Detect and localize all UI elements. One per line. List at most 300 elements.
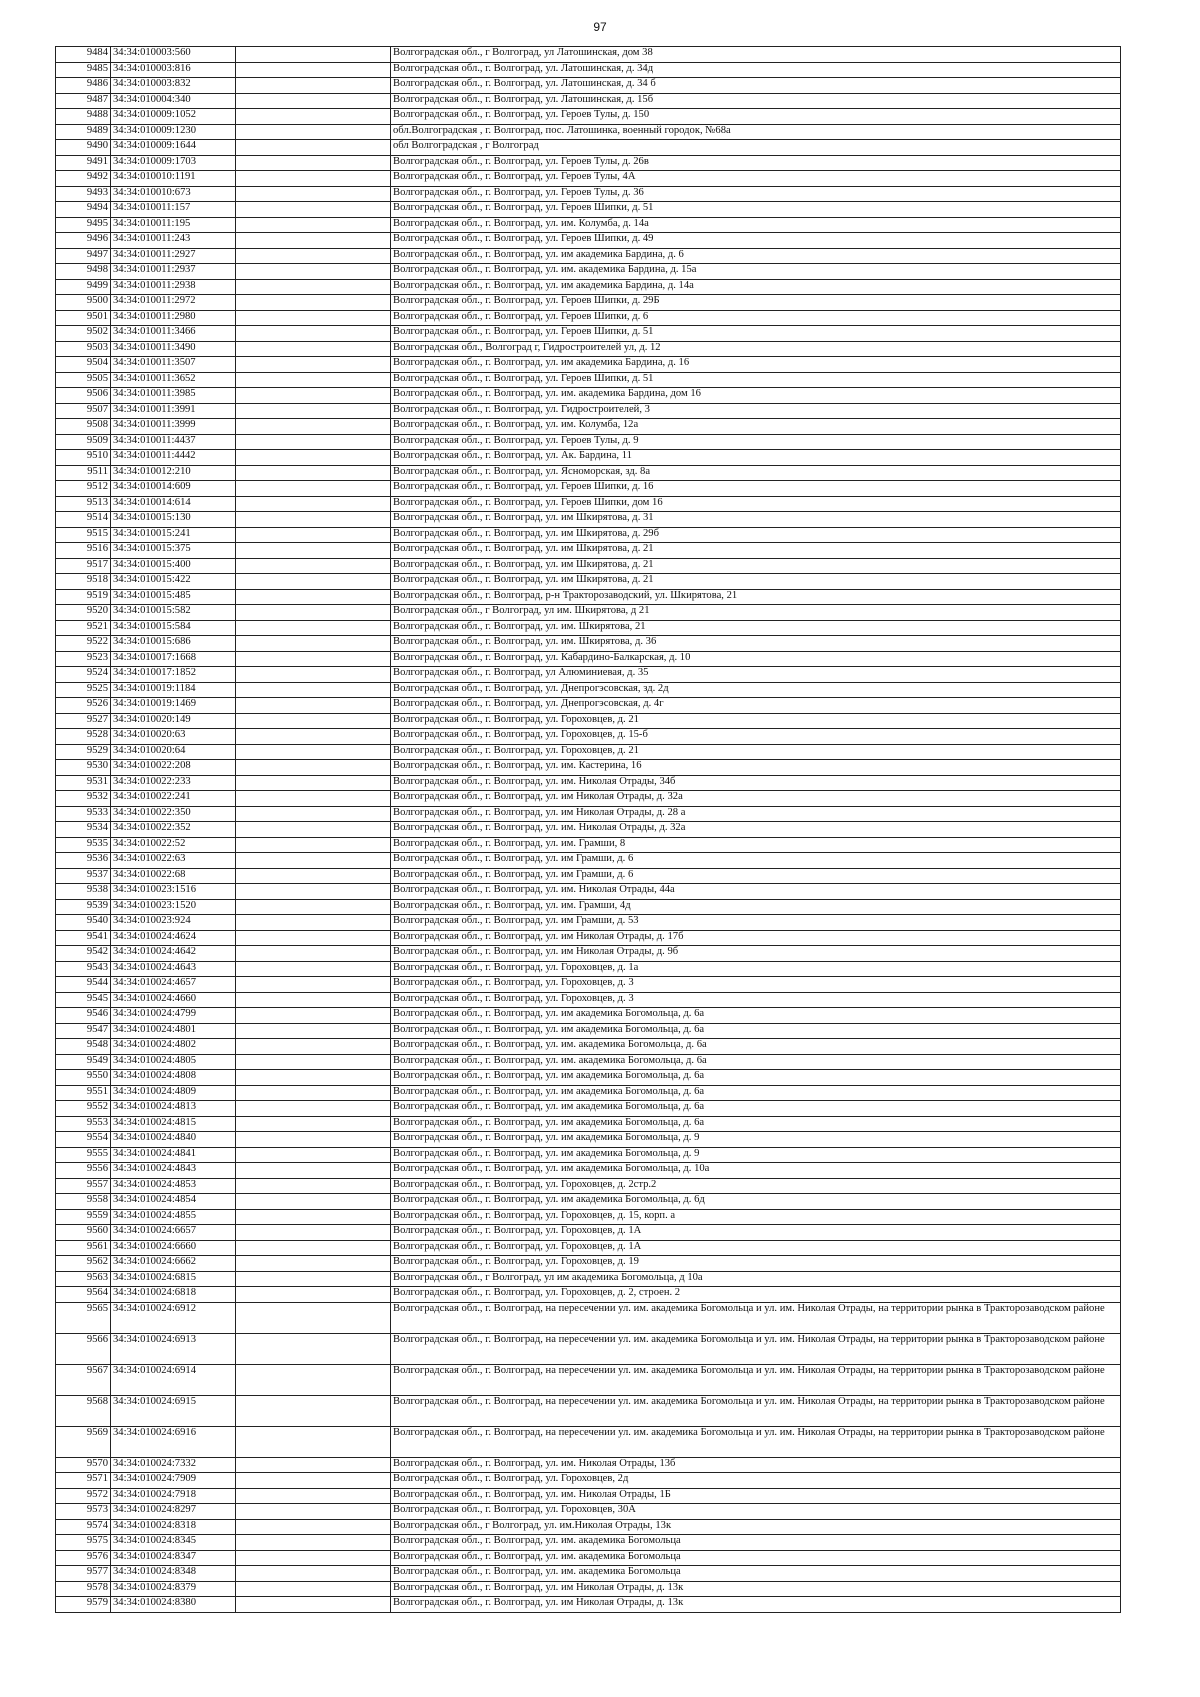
row-number-cell: 9563 <box>56 1271 111 1287</box>
empty-cell <box>236 1566 391 1582</box>
empty-cell <box>236 744 391 760</box>
empty-cell <box>236 512 391 528</box>
cadastral-number-cell: 34:34:010011:3991 <box>111 403 236 419</box>
row-number-cell: 9507 <box>56 403 111 419</box>
empty-cell <box>236 341 391 357</box>
row-number-cell: 9496 <box>56 233 111 249</box>
empty-cell <box>236 1054 391 1070</box>
row-number-cell: 9541 <box>56 930 111 946</box>
table-row <box>56 279 1121 295</box>
address-cell: Волгоградская обл., г. Волгоград, ул. Гороховцев, д. 3 <box>391 977 1121 993</box>
address-cell: Волгоградская обл., г. Волгоград, ул. Ак. Бардина, 11 <box>391 450 1121 466</box>
cadastral-number-cell: 34:34:010011:2927 <box>111 248 236 264</box>
empty-cell <box>236 1209 391 1225</box>
table-row <box>56 543 1121 559</box>
row-number-cell: 9506 <box>56 388 111 404</box>
address-cell: Волгоградская обл., г. Волгоград, ул. им Николая Отрады, д. 13к <box>391 1597 1121 1613</box>
cadastral-number-cell: 34:34:010010:673 <box>111 186 236 202</box>
cadastral-number-cell: 34:34:010015:130 <box>111 512 236 528</box>
empty-cell <box>236 434 391 450</box>
empty-cell <box>236 1132 391 1148</box>
cadastral-number-cell: 34:34:010015:400 <box>111 558 236 574</box>
address-cell: Волгоградская обл., г. Волгоград, ул. им академика Богомольца, д. 6а <box>391 1116 1121 1132</box>
table-row <box>56 651 1121 667</box>
address-cell: Волгоградская обл., г. Волгоград, ул. Гороховцев, д. 1А <box>391 1240 1121 1256</box>
row-number-cell: 9552 <box>56 1101 111 1117</box>
table-row <box>56 388 1121 404</box>
row-number-cell: 9555 <box>56 1147 111 1163</box>
table-row <box>56 992 1121 1008</box>
cadastral-number-cell: 34:34:010024:6815 <box>111 1271 236 1287</box>
table-row <box>56 1504 1121 1520</box>
empty-cell <box>236 1039 391 1055</box>
address-cell: обл.Волгоградская , г. Волгоград, пос. Латошинка, военный городок, №68а <box>391 124 1121 140</box>
cadastral-number-cell: 34:34:010024:4808 <box>111 1070 236 1086</box>
address-cell: Волгоградская обл., г. Волгоград, ул. им Николая Отрады, д. 17б <box>391 930 1121 946</box>
row-number-cell: 9517 <box>56 558 111 574</box>
table-row <box>56 682 1121 698</box>
table-row <box>56 450 1121 466</box>
cadastral-number-cell: 34:34:010024:8380 <box>111 1597 236 1613</box>
empty-cell <box>236 1085 391 1101</box>
row-number-cell: 9557 <box>56 1178 111 1194</box>
cadastral-number-cell: 34:34:010020:63 <box>111 729 236 745</box>
empty-cell <box>236 1147 391 1163</box>
row-number-cell: 9573 <box>56 1504 111 1520</box>
empty-cell <box>236 217 391 233</box>
table-row <box>56 1287 1121 1303</box>
empty-cell <box>236 1550 391 1566</box>
empty-cell <box>236 1535 391 1551</box>
table-row <box>56 357 1121 373</box>
address-cell: Волгоградская обл., г. Волгоград, ул. им. Николая Отрады, д. 32а <box>391 822 1121 838</box>
cadastral-number-cell: 34:34:010024:4853 <box>111 1178 236 1194</box>
table-row <box>56 264 1121 280</box>
address-cell: Волгоградская обл., г Волгоград, ул Латошинская, дом 38 <box>391 47 1121 63</box>
table-row <box>56 1566 1121 1582</box>
empty-cell <box>236 372 391 388</box>
table-row <box>56 310 1121 326</box>
table-row <box>56 481 1121 497</box>
table-row <box>56 512 1121 528</box>
address-cell: Волгоградская обл., г. Волгоград, ул. Гороховцев, д. 15, корп. а <box>391 1209 1121 1225</box>
cadastral-number-cell: 34:34:010011:2980 <box>111 310 236 326</box>
cadastral-number-cell: 34:34:010024:6916 <box>111 1426 236 1457</box>
cadastral-number-cell: 34:34:010004:340 <box>111 93 236 109</box>
address-cell: Волгоградская обл., г. Волгоград, ул. Героев Тулы, д. 9 <box>391 434 1121 450</box>
address-cell: Волгоградская обл., г. Волгоград, ул. Гороховцев, 2д <box>391 1473 1121 1489</box>
table-row <box>56 806 1121 822</box>
row-number-cell: 9579 <box>56 1597 111 1613</box>
address-cell: Волгоградская обл., г. Волгоград, ул. им. Колумба, д. 14а <box>391 217 1121 233</box>
table-row <box>56 1302 1121 1333</box>
address-cell: Волгоградская обл., г. Волгоград, ул. им. Грамши, 4д <box>391 899 1121 915</box>
empty-cell <box>236 1519 391 1535</box>
cadastral-number-cell: 34:34:010024:8297 <box>111 1504 236 1520</box>
address-cell: Волгоградская обл., г. Волгоград, ул. им академика Бардина, д. 16 <box>391 357 1121 373</box>
row-number-cell: 9504 <box>56 357 111 373</box>
table-row <box>56 775 1121 791</box>
empty-cell <box>236 1163 391 1179</box>
table-row <box>56 1488 1121 1504</box>
row-number-cell: 9567 <box>56 1364 111 1395</box>
address-cell: Волгоградская обл., г. Волгоград, ул. им Грамши, д. 6 <box>391 868 1121 884</box>
address-cell: Волгоградская обл., г. Волгоград, ул. Гороховцев, д. 2, строен. 2 <box>391 1287 1121 1303</box>
empty-cell <box>236 1101 391 1117</box>
cadastral-number-cell: 34:34:010024:4854 <box>111 1194 236 1210</box>
row-number-cell: 9495 <box>56 217 111 233</box>
cadastral-number-cell: 34:34:010003:560 <box>111 47 236 63</box>
cadastral-number-cell: 34:34:010011:3652 <box>111 372 236 388</box>
table-row <box>56 248 1121 264</box>
address-cell: Волгоградская обл., г. Волгоград, ул. им Николая Отрады, д. 32а <box>391 791 1121 807</box>
address-cell: Волгоградская обл., г. Волгоград, ул. Гороховцев, д. 21 <box>391 744 1121 760</box>
table-row <box>56 78 1121 94</box>
table-row <box>56 1519 1121 1535</box>
empty-cell <box>236 248 391 264</box>
row-number-cell: 9524 <box>56 667 111 683</box>
cadastral-number-cell: 34:34:010024:6662 <box>111 1256 236 1272</box>
row-number-cell: 9546 <box>56 1008 111 1024</box>
table-row <box>56 295 1121 311</box>
cadastral-number-cell: 34:34:010023:1516 <box>111 884 236 900</box>
cadastral-number-cell: 34:34:010024:4799 <box>111 1008 236 1024</box>
row-number-cell: 9500 <box>56 295 111 311</box>
table-row <box>56 1039 1121 1055</box>
empty-cell <box>236 992 391 1008</box>
cadastral-number-cell: 34:34:010019:1469 <box>111 698 236 714</box>
cadastral-number-cell: 34:34:010015:582 <box>111 605 236 621</box>
address-cell: Волгоградская обл., г. Волгоград, на пересечении ул. им. академика Богомольца и ул. им. Николая Отрады, на территории рынка в Тракторозаводском районе <box>391 1426 1121 1457</box>
address-cell: Волгоградская обл., г. Волгоград, ул. Гороховцев, д. 3 <box>391 992 1121 1008</box>
empty-cell <box>236 853 391 869</box>
table-row <box>56 372 1121 388</box>
page-number: 97 <box>593 20 607 34</box>
row-number-cell: 9550 <box>56 1070 111 1086</box>
cadastral-number-cell: 34:34:010022:352 <box>111 822 236 838</box>
cadastral-number-cell: 34:34:010024:4843 <box>111 1163 236 1179</box>
table-row <box>56 124 1121 140</box>
row-number-cell: 9493 <box>56 186 111 202</box>
row-number-cell: 9538 <box>56 884 111 900</box>
table-row <box>56 558 1121 574</box>
empty-cell <box>236 791 391 807</box>
table-row <box>56 1178 1121 1194</box>
empty-cell <box>236 1256 391 1272</box>
row-number-cell: 9502 <box>56 326 111 342</box>
row-number-cell: 9575 <box>56 1535 111 1551</box>
cadastral-number-cell: 34:34:010020:149 <box>111 713 236 729</box>
table-row <box>56 1457 1121 1473</box>
row-number-cell: 9543 <box>56 961 111 977</box>
table-row <box>56 93 1121 109</box>
table-row <box>56 636 1121 652</box>
table-row <box>56 217 1121 233</box>
cadastral-number-cell: 34:34:010022:241 <box>111 791 236 807</box>
row-number-cell: 9539 <box>56 899 111 915</box>
table-row <box>56 1085 1121 1101</box>
empty-cell <box>236 357 391 373</box>
empty-cell <box>236 729 391 745</box>
address-cell: Волгоградская обл., г. Волгоград, ул. им академика Богомольца, д. 6а <box>391 1023 1121 1039</box>
row-number-cell: 9516 <box>56 543 111 559</box>
table-row <box>56 1101 1121 1117</box>
table-row <box>56 1023 1121 1039</box>
address-cell: Волгоградская обл., г. Волгоград, ул. Гидростроителей, 3 <box>391 403 1121 419</box>
empty-cell <box>236 837 391 853</box>
empty-cell <box>236 450 391 466</box>
row-number-cell: 9561 <box>56 1240 111 1256</box>
table-row <box>56 899 1121 915</box>
empty-cell <box>236 1178 391 1194</box>
table-row <box>56 434 1121 450</box>
cadastral-number-cell: 34:34:010024:4624 <box>111 930 236 946</box>
address-cell: Волгоградская обл., г. Волгоград, ул. им. Грамши, 8 <box>391 837 1121 853</box>
cadastral-number-cell: 34:34:010024:6913 <box>111 1333 236 1364</box>
cadastral-number-cell: 34:34:010015:485 <box>111 589 236 605</box>
empty-cell <box>236 760 391 776</box>
cadastral-number-cell: 34:34:010024:8348 <box>111 1566 236 1582</box>
table-row <box>56 574 1121 590</box>
cadastral-number-cell: 34:34:010017:1668 <box>111 651 236 667</box>
address-cell: Волгоградская обл., г. Волгоград, ул. им академика Богомольца, д. 6а <box>391 1070 1121 1086</box>
cadastral-number-cell: 34:34:010024:4815 <box>111 1116 236 1132</box>
row-number-cell: 9528 <box>56 729 111 745</box>
table-row <box>56 186 1121 202</box>
table-row <box>56 1581 1121 1597</box>
row-number-cell: 9508 <box>56 419 111 435</box>
empty-cell <box>236 543 391 559</box>
address-cell: Волгоградская обл., г. Волгоград, ул. им. Кастерина, 16 <box>391 760 1121 776</box>
row-number-cell: 9520 <box>56 605 111 621</box>
row-number-cell: 9497 <box>56 248 111 264</box>
empty-cell <box>236 868 391 884</box>
row-number-cell: 9572 <box>56 1488 111 1504</box>
empty-cell <box>236 1488 391 1504</box>
empty-cell <box>236 946 391 962</box>
row-number-cell: 9548 <box>56 1039 111 1055</box>
address-cell: Волгоградская обл., г. Волгоград, ул. им Шкирятова, д. 29б <box>391 527 1121 543</box>
table-row <box>56 698 1121 714</box>
cadastral-number-cell: 34:34:010011:195 <box>111 217 236 233</box>
address-cell: Волгоградская обл., г. Волгоград, ул. им. Шкирятова, 21 <box>391 620 1121 636</box>
empty-cell <box>236 1457 391 1473</box>
address-cell: Волгоградская обл., г. Волгоград, ул. Гороховцев, 30А <box>391 1504 1121 1520</box>
empty-cell <box>236 419 391 435</box>
cadastral-number-cell: 34:34:010024:4841 <box>111 1147 236 1163</box>
address-cell: Волгоградская обл., г. Волгоград, ул. им. академика Богомольца <box>391 1535 1121 1551</box>
cadastral-number-cell: 34:34:010011:243 <box>111 233 236 249</box>
empty-cell <box>236 47 391 63</box>
row-number-cell: 9565 <box>56 1302 111 1333</box>
cadastral-number-cell: 34:34:010024:4801 <box>111 1023 236 1039</box>
empty-cell <box>236 961 391 977</box>
cadastral-number-cell: 34:34:010024:4840 <box>111 1132 236 1148</box>
address-cell: Волгоградская обл., г Волгоград, ул. им.Николая Отрады, 13к <box>391 1519 1121 1535</box>
address-cell: Волгоградская обл., г. Волгоград, ул. Гороховцев, д. 21 <box>391 713 1121 729</box>
table-row <box>56 1070 1121 1086</box>
address-cell: Волгоградская обл., г Волгоград, ул им академика Богомольца, д 10а <box>391 1271 1121 1287</box>
table-row <box>56 744 1121 760</box>
address-cell: Волгоградская обл., г. Волгоград, ул. им Николая Отрады, д. 9б <box>391 946 1121 962</box>
registry-table-body <box>56 47 1121 1613</box>
cadastral-number-cell: 34:34:010023:924 <box>111 915 236 931</box>
address-cell: Волгоградская обл., г. Волгоград, ул. им. академика Богомольца <box>391 1566 1121 1582</box>
address-cell: Волгоградская обл., г. Волгоград, ул. им. академика Богомольца, д. 6а <box>391 1039 1121 1055</box>
cadastral-number-cell: 34:34:010009:1703 <box>111 155 236 171</box>
table-row <box>56 930 1121 946</box>
table-row <box>56 1395 1121 1426</box>
table-row <box>56 884 1121 900</box>
cadastral-number-cell: 34:34:010011:2937 <box>111 264 236 280</box>
cadastral-number-cell: 34:34:010015:584 <box>111 620 236 636</box>
address-cell: Волгоградская обл., г. Волгоград, ул. им Шкирятова, д. 31 <box>391 512 1121 528</box>
table-row <box>56 605 1121 621</box>
table-row <box>56 1426 1121 1457</box>
cadastral-number-cell: 34:34:010024:4802 <box>111 1039 236 1055</box>
address-cell: Волгоградская обл., г. Волгоград, ул. им. академика Бардина, д. 15а <box>391 264 1121 280</box>
cadastral-number-cell: 34:34:010024:8347 <box>111 1550 236 1566</box>
row-number-cell: 9484 <box>56 47 111 63</box>
empty-cell <box>236 713 391 729</box>
table-row <box>56 1194 1121 1210</box>
empty-cell <box>236 295 391 311</box>
cadastral-number-cell: 34:34:010024:7909 <box>111 1473 236 1489</box>
row-number-cell: 9515 <box>56 527 111 543</box>
address-cell: Волгоградская обл., г. Волгоград, ул. Героев Шипки, дом 16 <box>391 496 1121 512</box>
row-number-cell: 9487 <box>56 93 111 109</box>
table-row <box>56 1116 1121 1132</box>
cadastral-number-cell: 34:34:010022:208 <box>111 760 236 776</box>
cadastral-number-cell: 34:34:010011:2938 <box>111 279 236 295</box>
row-number-cell: 9554 <box>56 1132 111 1148</box>
cadastral-number-cell: 34:34:010022:233 <box>111 775 236 791</box>
cadastral-number-cell: 34:34:010010:1191 <box>111 171 236 187</box>
empty-cell <box>236 806 391 822</box>
empty-cell <box>236 109 391 125</box>
cadastral-number-cell: 34:34:010011:4437 <box>111 434 236 450</box>
row-number-cell: 9569 <box>56 1426 111 1457</box>
table-row <box>56 1473 1121 1489</box>
address-cell: Волгоградская обл., г. Волгоград, ул. Кабардино-Балкарская, д. 10 <box>391 651 1121 667</box>
cadastral-number-cell: 34:34:010011:157 <box>111 202 236 218</box>
address-cell: Волгоградская обл., г. Волгоград, на пересечении ул. им. академика Богомольца и ул. им. Николая Отрады, на территории рынка в Тракторозаводском районе <box>391 1302 1121 1333</box>
address-cell: обл Волгоградская , г Волгоград <box>391 140 1121 156</box>
address-cell: Волгоградская обл., г. Волгоград, на пересечении ул. им. академика Богомольца и ул. им. Николая Отрады, на территории рынка в Тракторозаводском районе <box>391 1333 1121 1364</box>
cadastral-number-cell: 34:34:010024:4805 <box>111 1054 236 1070</box>
row-number-cell: 9574 <box>56 1519 111 1535</box>
address-cell: Волгоградская обл., г. Волгоград, ул. Латошинская, д. 15б <box>391 93 1121 109</box>
row-number-cell: 9549 <box>56 1054 111 1070</box>
address-cell: Волгоградская обл., г. Волгоград, ул. им. Николая Отрады, 1Б <box>391 1488 1121 1504</box>
address-cell: Волгоградская обл., г. Волгоград, ул. им. академика Богомольца, д. 6а <box>391 1054 1121 1070</box>
cadastral-number-cell: 34:34:010024:4642 <box>111 946 236 962</box>
row-number-cell: 9551 <box>56 1085 111 1101</box>
cadastral-number-cell: 34:34:010017:1852 <box>111 667 236 683</box>
empty-cell <box>236 1597 391 1613</box>
address-cell: Волгоградская обл., г. Волгоград, ул. им академика Богомольца, д. 6а <box>391 1008 1121 1024</box>
cadastral-number-cell: 34:34:010024:6660 <box>111 1240 236 1256</box>
empty-cell <box>236 481 391 497</box>
empty-cell <box>236 1225 391 1241</box>
row-number-cell: 9560 <box>56 1225 111 1241</box>
empty-cell <box>236 78 391 94</box>
cadastral-number-cell: 34:34:010024:6912 <box>111 1302 236 1333</box>
address-cell: Волгоградская обл., г. Волгоград, ул. им. Колумба, 12а <box>391 419 1121 435</box>
address-cell: Волгоградская обл., г. Волгоград, ул. Героев Тулы, д. 26в <box>391 155 1121 171</box>
table-row <box>56 1550 1121 1566</box>
row-number-cell: 9553 <box>56 1116 111 1132</box>
row-number-cell: 9545 <box>56 992 111 1008</box>
row-number-cell: 9542 <box>56 946 111 962</box>
address-cell: Волгоградская обл., г. Волгоград, ул. им Грамши, д. 53 <box>391 915 1121 931</box>
address-cell: Волгоградская обл., г. Волгоград, ул. им Шкирятова, д. 21 <box>391 558 1121 574</box>
address-cell: Волгоградская обл., г. Волгоград, ул. им Николая Отрады, д. 28 а <box>391 806 1121 822</box>
empty-cell <box>236 977 391 993</box>
row-number-cell: 9564 <box>56 1287 111 1303</box>
table-row <box>56 667 1121 683</box>
empty-cell <box>236 62 391 78</box>
table-row <box>56 853 1121 869</box>
cadastral-number-cell: 34:34:010024:6818 <box>111 1287 236 1303</box>
cadastral-number-cell: 34:34:010015:375 <box>111 543 236 559</box>
address-cell: Волгоградская обл., г. Волгоград, ул. Латошинская, д. 34д <box>391 62 1121 78</box>
table-row <box>56 729 1121 745</box>
empty-cell <box>236 930 391 946</box>
address-cell: Волгоградская обл., Волгоград г, Гидростроителей ул, д. 12 <box>391 341 1121 357</box>
empty-cell <box>236 605 391 621</box>
row-number-cell: 9522 <box>56 636 111 652</box>
row-number-cell: 9513 <box>56 496 111 512</box>
table-row <box>56 465 1121 481</box>
table-row <box>56 403 1121 419</box>
empty-cell <box>236 155 391 171</box>
empty-cell <box>236 1194 391 1210</box>
empty-cell <box>236 589 391 605</box>
table-row <box>56 1271 1121 1287</box>
empty-cell <box>236 202 391 218</box>
row-number-cell: 9494 <box>56 202 111 218</box>
cadastral-number-cell: 34:34:010022:68 <box>111 868 236 884</box>
empty-cell <box>236 1364 391 1395</box>
table-row <box>56 868 1121 884</box>
empty-cell <box>236 1302 391 1333</box>
empty-cell <box>236 899 391 915</box>
address-cell: Волгоградская обл., г. Волгоград, ул Алюминиевая, д. 35 <box>391 667 1121 683</box>
address-cell: Волгоградская обл., г. Волгоград, ул. Героев Шипки, д. 51 <box>391 326 1121 342</box>
cadastral-number-cell: 34:34:010023:1520 <box>111 899 236 915</box>
empty-cell <box>236 1023 391 1039</box>
row-number-cell: 9570 <box>56 1457 111 1473</box>
row-number-cell: 9562 <box>56 1256 111 1272</box>
table-row <box>56 837 1121 853</box>
address-cell: Волгоградская обл., г. Волгоград, ул. Героев Шипки, д. 6 <box>391 310 1121 326</box>
address-cell: Волгоградская обл., г Волгоград, ул им. Шкирятова, д 21 <box>391 605 1121 621</box>
row-number-cell: 9523 <box>56 651 111 667</box>
row-number-cell: 9511 <box>56 465 111 481</box>
empty-cell <box>236 667 391 683</box>
address-cell: Волгоградская обл., г. Волгоград, ул. им академика Богомольца, д. 6а <box>391 1101 1121 1117</box>
table-row <box>56 822 1121 838</box>
address-cell: Волгоградская обл., г. Волгоград, ул. им Шкирятова, д. 21 <box>391 543 1121 559</box>
empty-cell <box>236 403 391 419</box>
address-cell: Волгоградская обл., г. Волгоград, ул. Героев Тулы, 4А <box>391 171 1121 187</box>
table-row <box>56 1147 1121 1163</box>
row-number-cell: 9556 <box>56 1163 111 1179</box>
empty-cell <box>236 915 391 931</box>
address-cell: Волгоградская обл., г. Волгоград, ул. Гороховцев, д. 15-б <box>391 729 1121 745</box>
table-row <box>56 977 1121 993</box>
